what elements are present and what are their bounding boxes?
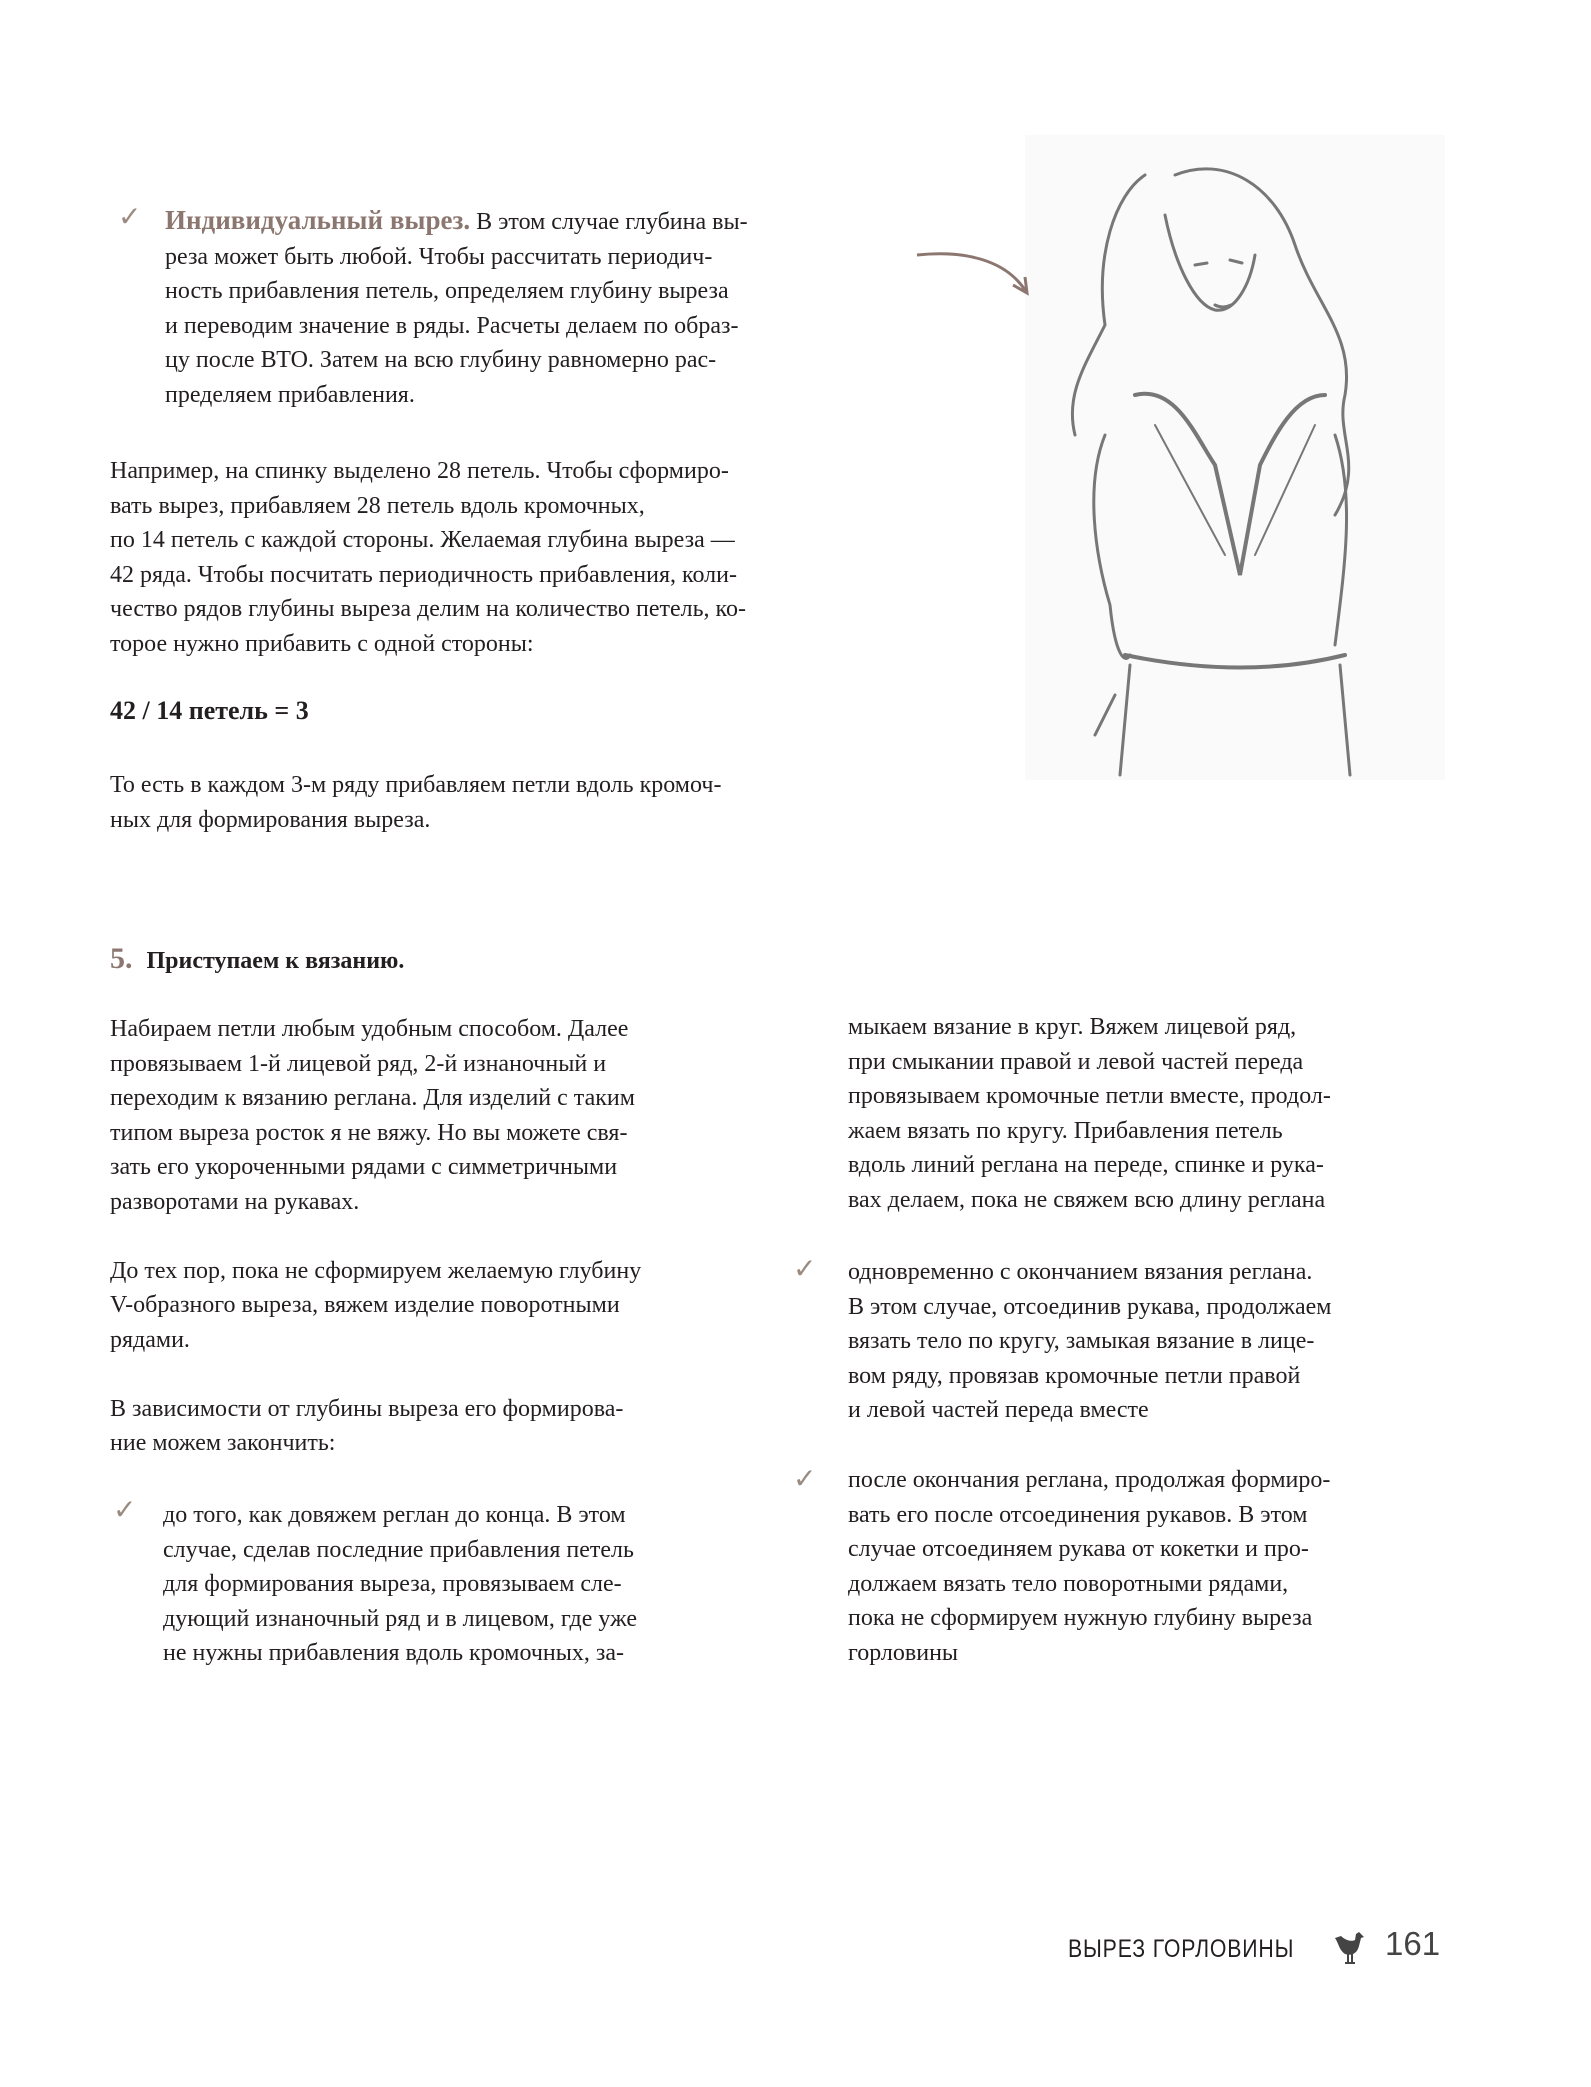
text-line: должаем вязать тело поворотными рядами,	[848, 1570, 1289, 1597]
text-line: Набираем петли любым удобным способом. Далее	[110, 1016, 629, 1042]
bullet-after-raglan	[848, 1463, 1330, 1670]
text-line: реза может быть любой. Чтобы рассчитать периодич-	[165, 243, 713, 270]
text-line: дующий изнаночный ряд и в лицевом, где уже	[163, 1605, 637, 1632]
item-heading: Индивидуальный вырез.	[165, 205, 471, 235]
text-line: В этом случае глубина вы-	[470, 209, 748, 235]
text-line: случае, сделав последние прибавления петель	[163, 1536, 634, 1563]
text-line: пределяем прибавления.	[165, 381, 415, 408]
text-line: пока не сформируем нужную глубину выреза	[848, 1605, 1313, 1631]
left-column	[110, 1012, 760, 1461]
text-line: мыкаем вязание в круг. Вяжем лицевой ряд,	[848, 1014, 1297, 1040]
individual-neckline-item	[165, 203, 748, 412]
text-line: цу после ВТО. Затем на всю глубину равномерно рас-	[165, 347, 717, 373]
text-line: при смыкании правой и левой частей переда	[848, 1048, 1304, 1075]
text-line: переходим к вязанию реглана. Для изделий с таким	[110, 1085, 635, 1111]
right-column-continuation	[848, 1010, 1331, 1217]
text-line: вать вырез, прибавляем 28 петель вдоль кромочных,	[110, 492, 645, 519]
step-heading	[110, 942, 404, 979]
text-line: До тех пор, пока не сформируем желаемую глубину	[110, 1257, 642, 1284]
text-line: вязать тело по кругу, замыкая вязание в лице-	[848, 1328, 1315, 1354]
arrow-icon	[915, 245, 1035, 305]
text-line: V-образного выреза, вяжем изделие поворотными	[110, 1292, 620, 1318]
checkmark-icon: ✓	[113, 1493, 137, 1526]
text-line: и переводим значение в ряды. Расчеты делаем по образ-	[165, 312, 739, 339]
text-line: В этом случае, отсоединив рукава, продолжаем	[848, 1293, 1332, 1320]
page-number: 161	[1385, 1925, 1441, 1962]
text-line: типом выреза росток я не вяжу. Но вы можете свя-	[110, 1119, 628, 1146]
step-title: Приступаем к вязанию.	[146, 948, 405, 974]
bullet-before-raglan-end	[163, 1498, 637, 1671]
checkmark-icon: ✓	[793, 1462, 817, 1495]
hen-icon	[1333, 1930, 1365, 1966]
text-line: разворотами на рукавах.	[110, 1188, 360, 1215]
text-line: 42 ряда. Чтобы посчитать периодичность прибавления, коли-	[110, 561, 737, 588]
checkmark-icon: ✓	[793, 1252, 817, 1285]
text-line: после окончания реглана, продолжая формиро-	[848, 1467, 1331, 1493]
text-line: случае отсоединяем рукава от кокетки и про-	[848, 1536, 1309, 1562]
bullet-with-raglan-end	[848, 1255, 1331, 1428]
example-paragraph	[110, 454, 746, 661]
text-line: для формирования выреза, провязываем сле-	[163, 1571, 622, 1597]
text-line: Например, на спинку выделено 28 петель. Чтобы сформиро-	[110, 458, 729, 484]
step-number: 5.	[110, 942, 133, 975]
text-line: до того, как довяжем реглан до конца. В этом	[163, 1502, 626, 1528]
text-line: ность прибавления петель, определяем глубину выреза	[165, 278, 729, 304]
text-line: горловины	[848, 1639, 959, 1666]
text-line: жаем вязать по кругу. Прибавления петель	[848, 1117, 1283, 1144]
text-line: ных для формирования выреза.	[110, 806, 431, 833]
text-line: зать его укороченными рядами с симметричными	[110, 1154, 618, 1180]
woman-halter-top-illustration	[1025, 135, 1445, 780]
text-line: одновременно с окончанием вязания реглана.	[848, 1259, 1313, 1285]
text-line: В зависимости от глубины выреза его формирова-	[110, 1395, 624, 1422]
formula: 42 / 14 петель = 3	[110, 696, 309, 725]
text-line: вах делаем, пока не свяжем всю длину реглана	[848, 1186, 1326, 1213]
text-line: провязываем 1-й лицевой ряд, 2-й изнаночный и	[110, 1050, 607, 1077]
text-line: провязываем кромочные петли вместе, продол-	[848, 1083, 1331, 1109]
text-line: вдоль линий реглана на переде, спинке и рука-	[848, 1152, 1324, 1178]
running-footer-title: ВЫРЕЗ ГОРЛОВИНЫ	[1068, 1935, 1295, 1963]
text-line: не нужны прибавления вдоль кромочных, за-	[163, 1640, 624, 1666]
text-line: То есть в каждом 3-м ряду прибавляем петли вдоль кромоч-	[110, 772, 722, 798]
text-line: и левой частей переда вместе	[848, 1397, 1149, 1423]
conclusion-paragraph	[110, 768, 721, 837]
text-line: ние можем закончить:	[110, 1430, 336, 1456]
text-line: торое нужно прибавить с одной стороны:	[110, 630, 534, 657]
checkmark-icon: ✓	[118, 200, 142, 233]
text-line: чество рядов глубины выреза делим на количество петель, ко-	[110, 596, 746, 622]
text-line: рядами.	[110, 1326, 190, 1353]
text-line: вать его после отсоединения рукавов. В этом	[848, 1501, 1308, 1528]
text-line: вом ряду, провязав кромочные петли правой	[848, 1362, 1301, 1389]
text-line: по 14 петель с каждой стороны. Желаемая глубина выреза —	[110, 527, 735, 553]
